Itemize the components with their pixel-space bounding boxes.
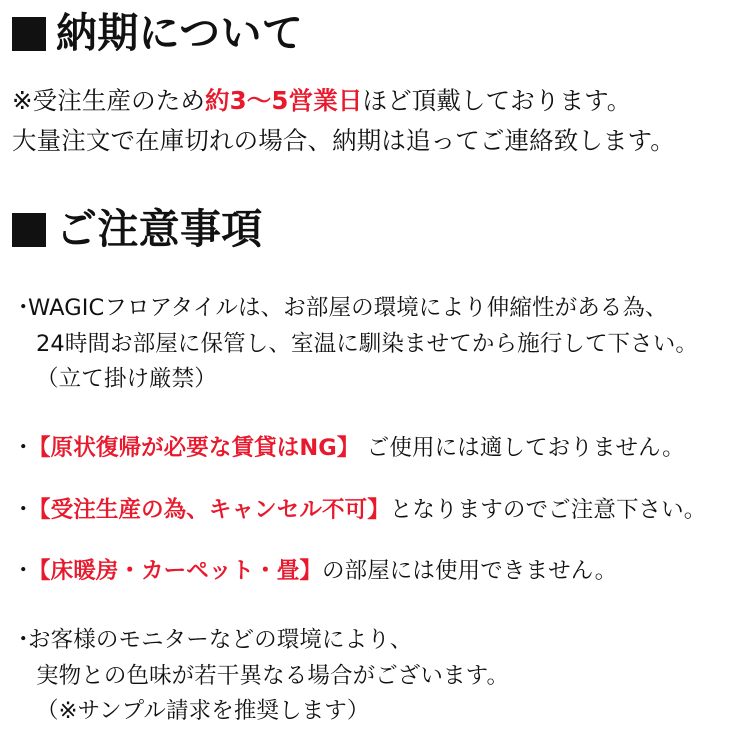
list-item xyxy=(12,623,735,729)
list-item-line: 実物との色味が若干異なる場合がございます。 xyxy=(36,662,510,689)
list-item-text: となりますのでご注意下さい。 xyxy=(389,496,707,523)
list-item-line: 24時間お部屋に保管し、室温に馴染ませてから施行して下さい。 xyxy=(36,330,699,357)
list-item-line xyxy=(28,493,735,528)
list-item-line: （立て掛け厳禁） xyxy=(36,366,217,393)
list-spacer xyxy=(12,528,735,554)
list-item-line: WAGICフロアタイルは、お部屋の環境により伸縮性がある為、 xyxy=(28,295,668,322)
list-spacer xyxy=(12,589,735,623)
bullet-dot-icon: ・ xyxy=(12,627,35,654)
bullet-dot-icon: ・ xyxy=(12,496,35,523)
section-heading-cautions-label: ご注意事項 xyxy=(56,205,263,254)
section-heading-delivery-label: 納期について xyxy=(56,9,304,57)
list-item-body xyxy=(28,493,735,528)
list-item-line xyxy=(28,554,735,589)
list-item-body xyxy=(28,623,735,729)
list-item-line: お客様のモニターなどの環境により、 xyxy=(28,627,413,654)
list-item-highlight: 【原状復帰が必要な賃貸はNG】 xyxy=(28,435,360,462)
list-item xyxy=(12,431,735,466)
list-item-line: （※サンプル請求を推奨します） xyxy=(36,697,370,724)
delivery-text-1a: ※受注生産のため xyxy=(12,86,206,116)
list-item-text: の部屋には使用できません。 xyxy=(321,558,618,585)
black-square-bullet-icon xyxy=(12,213,46,247)
delivery-paragraph-line-2 xyxy=(12,121,735,161)
bullet-dot-icon: ・ xyxy=(12,435,35,462)
delivery-text-1b-highlight: 約3〜5営業日 xyxy=(205,86,363,116)
list-spacer xyxy=(12,397,735,431)
list-item xyxy=(12,493,735,528)
delivery-paragraph-line-1 xyxy=(12,81,735,121)
list-item-highlight: 【床暖房・カーペット・畳】 xyxy=(28,558,322,585)
cautions-list xyxy=(12,291,735,729)
list-item-body xyxy=(28,554,735,589)
list-spacer xyxy=(12,467,735,493)
delivery-text-1c: ほど頂戴しております。 xyxy=(362,86,632,116)
list-item-line xyxy=(28,431,735,466)
bullet-dot-icon: ・ xyxy=(12,558,35,585)
black-square-bullet-icon xyxy=(12,17,46,51)
list-item xyxy=(12,291,735,397)
delivery-paragraph xyxy=(12,81,735,160)
section-heading-delivery xyxy=(12,9,735,57)
section-heading-cautions xyxy=(12,205,735,254)
delivery-text-2a: 大量注文で在庫切れの場合、納期は追ってご連絡致します。 xyxy=(12,125,675,155)
list-item-highlight: 【受注生産の為、キャンセル不可】 xyxy=(28,496,390,523)
list-item xyxy=(12,554,735,589)
list-item-text: ご使用には適しておりません。 xyxy=(359,435,685,462)
list-item-body xyxy=(28,431,735,466)
list-item-body xyxy=(28,291,735,397)
bullet-dot-icon: ・ xyxy=(12,295,35,322)
